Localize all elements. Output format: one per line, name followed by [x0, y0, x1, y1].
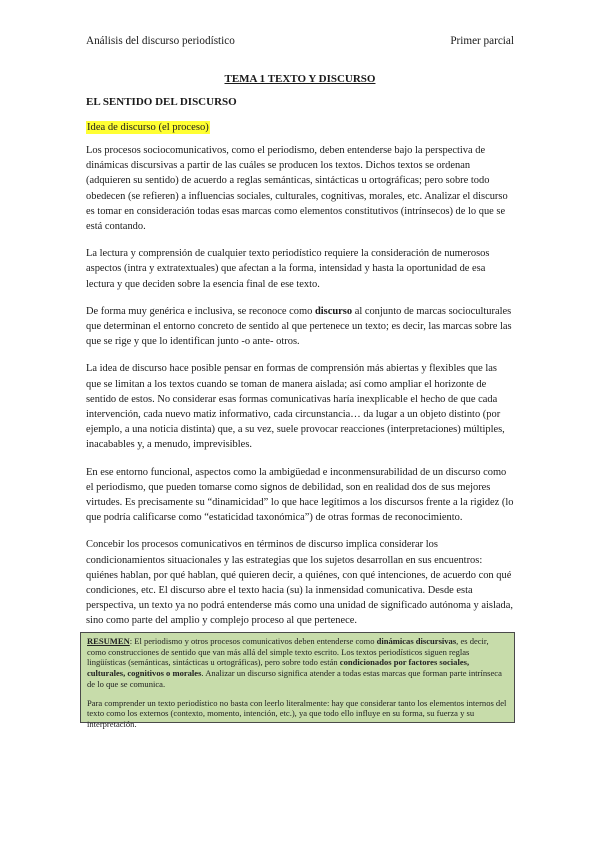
paragraph-4: La idea de discurso hace posible pensar en formas de comprensión más abiertas y flexibles que las que se limitan a los textos cuando se toman de manera aislada; así como ampliar el horizonte de sentido de estos. No considerar esas formas comunicativas haría inexplicable el hecho de que cada intervención, cada nuevo matiz informativo, cada circunstancia… da lugar a un objeto distinto (por ejemplo, a una noticia distinta) que, a su vez, suele provocar reacciones (interpretaciones) múltiples, inacabables y, a menudo, imprevisibles.	[86, 363, 505, 451]
summary-text-3: . Analizar un discurso significa atender a todas estas marcas que forman parte intrínseca de lo que se comunica.	[87, 668, 502, 689]
paragraph-5: En ese entorno funcional, aspectos como la ambigüedad e inconmensurabilidad de un discurso como el periodismo, que pueden tomarse como signos de debilidad, son en realidad dos de sus mejores virtudes. Es precisamente su “dinamicidad” lo que hace legítimos a los discursos frente a la rigidez (lo que podría calificarse como “estaticidad taxonómica”) de otras formas de reconocimiento.	[86, 466, 514, 524]
summary-label: RESUMEN	[87, 636, 130, 646]
body-text	[86, 143, 514, 629]
paragraph-3-bold-term: discurso	[314, 305, 353, 317]
summary-bold-1: dinámicas discursivas	[376, 636, 457, 646]
summary-paragraph-1	[87, 636, 508, 690]
header-exam-label: Primer parcial	[450, 35, 514, 47]
page-header	[86, 35, 514, 49]
paragraph-1: Los procesos sociocomunicativos, como el periodismo, deben entenderse bajo la perspectiva de dinámicas discursivas a partir de las cuáles se producen los textos. Dichos textos se ordenan (adquieren su sentido) de acuerdo a reglas semánticas, sintácticas u ortográficas; pero sobre todo obedecen (se refieren) a influencias sociales, culturales, cognitivas, morales, etc. Analizar el discurso es tomar en consideración todas esas marcas como elementos constitutivos (intrínsecos) de lo que se está contando.	[86, 145, 508, 233]
paragraph-2: La lectura y comprensión de cualquier texto periodístico requiere la consideración de numerosos aspectos (intra y extratextuales) que afectan a la forma, intensidad y hasta la oportunidad de esa lectura y que deciden sobre la esencia final de ese texto.	[86, 248, 490, 290]
highlighted-subheading: Idea de discurso (el proceso)	[87, 122, 209, 133]
header-course-title: Análisis del discurso periodístico	[86, 35, 235, 47]
paragraph-3-end: al conjunto de marcas socioculturales que determinan el entorno concreto de sentido al que pertenece un texto; es decir, las marcas sobre las que se rige y que lo identifican junto -o ante- otros.	[86, 305, 512, 348]
paragraph-3	[86, 304, 514, 350]
summary-paragraph-2: Para comprender un texto periodístico no basta con leerlo literalmente: hay que considerar tanto los elementos internos del texto como los externos (contexto, momento, intención, etc.), ya que todo ello influye en su forma, su fuerza y su interpretación.	[87, 697, 507, 729]
topic-title: TEMA 1 TEXTO Y DISCURSO	[224, 73, 376, 85]
section-title: EL SENTIDO DEL DISCURSO	[86, 96, 237, 108]
summary-bold-2: condicionados por factores sociales, culturales, cognitivos o morales	[87, 657, 470, 679]
paragraph-3-start: De forma muy genérica e inclusiva, se reconoce como	[86, 305, 315, 317]
summary-box	[80, 632, 515, 729]
paragraph-6: Concebir los procesos comunicativos en términos de discurso implica considerar los condicionamientos situacionales y las estrategias que los sujetos desarrollan en sus encuentros: quiénes hablan, por qué hablan, qué quieren decir, a quiénes, con qué intenciones, de acuerdo con qué condiciones, etc. El discurso abre el texto hacia (su) la inmensidad comunicativa. Desde esta perspectiva, un texto ya no podrá entenderse más como una unidad de significado autónoma y aislada, sino como parte del amplio y complejo proceso al que pertenece.	[86, 539, 513, 627]
summary-text-1: : El periodismo y otros procesos comunicativos deben entenderse como	[129, 636, 377, 646]
summary-text-2: , es decir, como construcciones de sentido que van más allá del simple texto escrito. Los textos periodísticos siguen reglas lingüísticas (semánticas, sintácticas u ortográficas), pero sobre todo están	[87, 636, 489, 668]
